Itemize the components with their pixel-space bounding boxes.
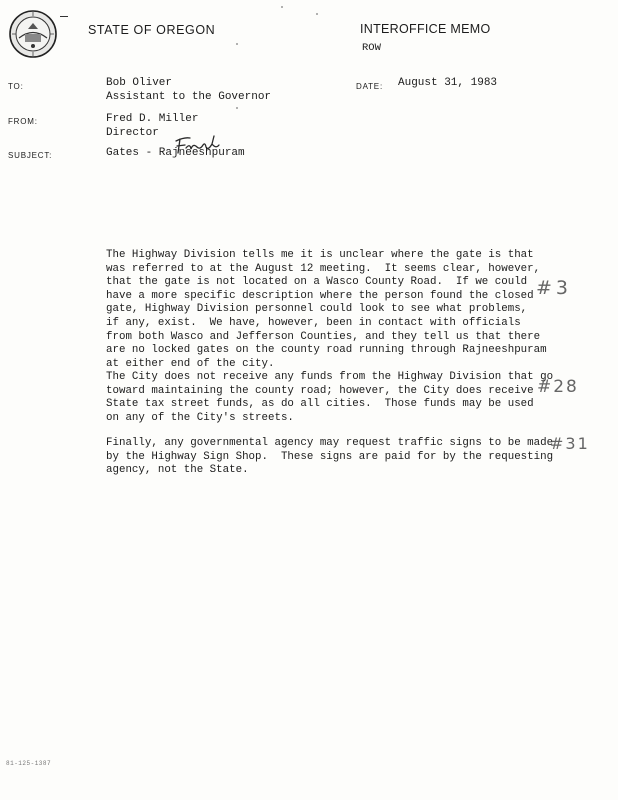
memo-type: INTEROFFICE MEMO [360,22,491,36]
form-number: 81-125-1387 [6,760,52,767]
header-rule [60,16,68,17]
from-title: Director [106,127,159,139]
paper-speck [316,13,318,15]
paper-speck [281,6,283,8]
margin-note-1: #3 [536,277,573,299]
paper-speck [236,43,238,45]
routing-mark: ROW [362,42,381,54]
date-value: August 31, 1983 [398,77,498,89]
to-title: Assistant to the Governor [106,91,272,103]
body-paragraph-2: The City does not receive any funds from the Highway Division that go toward maintaining the county road; however, the City does receive State tax street funds, as do all cities. Those funds may be used on any of the City's streets. [106,371,554,424]
agency-name: STATE OF OREGON [88,23,216,37]
paper-speck [236,107,238,109]
to-label: TO: [8,82,24,91]
body-paragraph-1: The Highway Division tells me it is unclear where the gate is that was referred to at the August 12 meeting. It seems clear, however, that the gate is not located on a Wasco County Road. If we could have a more specific description where the person found the closed gate, Highway Division personnel could look to see what problems, if any, exist. We have, however, been in contact with officials from both Wasco and Jefferson Counties, and they tell us that there are no locked gates on the county road running through Rajneeshpuram at either end of the city. [106,249,547,370]
margin-note-2: #28 [537,377,579,397]
from-name: Fred D. Miller [106,113,199,125]
margin-note-3: #31 [550,434,590,453]
subject-label: SUBJECT: [8,151,53,160]
date-label: DATE: [356,82,383,91]
from-label: FROM: [8,117,38,126]
subject-value: Gates - Rajneeshpuram [106,147,245,159]
body-paragraph-3: Finally, any governmental agency may request traffic signs to be made by the Highway Sign Shop. These signs are paid for by the requesting agency, not the State. [106,437,554,477]
to-name: Bob Oliver [106,77,173,89]
state-seal-icon [8,9,58,59]
